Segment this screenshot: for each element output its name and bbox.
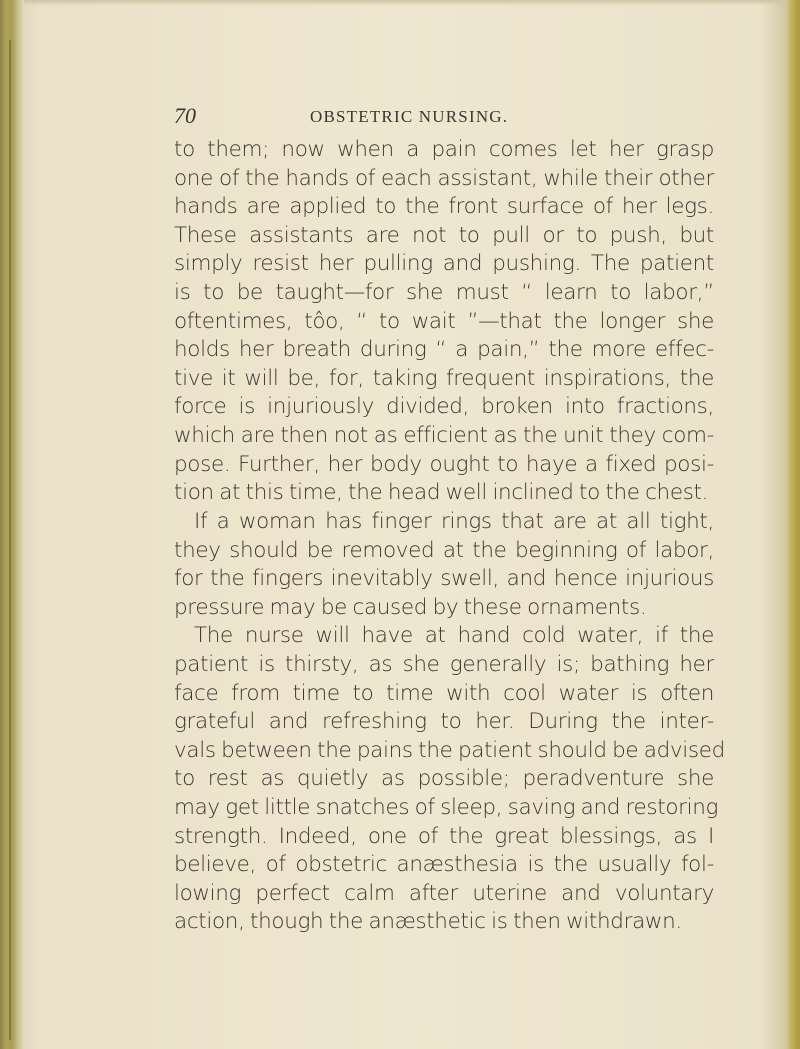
text-line: one of the hands of each assistant, while their other [174,165,714,191]
text-line: patient is thirsty, as she generally is; bathing her [174,651,714,677]
top-page-edge [24,0,786,6]
text-line: face from time to time with cool water is often [174,680,714,706]
text-line: believe, of obstetric anæsthesia is the usually fol- [174,852,714,878]
text-line: to rest as quietly as possible; peradventure she [174,766,714,792]
text-line: pose. Further, her body ought to haye a fixed posi- [174,451,714,477]
text-line: which are then not as efficient as the unit they com- [174,423,714,449]
text-line: oftentimes, tôo, “ to wait ”—that the longer she [174,308,714,334]
body-text [174,136,725,937]
text-line: hands are applied to the front surface of her legs. [174,194,714,220]
text-line: tion at this time, the head well inclined to the chest. [174,480,709,506]
running-head [174,103,714,133]
page-number: 70 [174,103,196,128]
paragraph-start-line: If a woman has finger rings that are at all tight, [194,508,714,534]
text-line: may get little snatches of sleep, saving and restoring [174,795,719,821]
text-line: These assistants are not to pull or to push, but [174,222,714,248]
text-line: is to be taught—for she must “ learn to labor,” [174,280,714,306]
text-line: for the fingers inevitably swell, and hence injurious [174,566,714,592]
text-line: grateful and refreshing to her. During the inter- [174,709,714,735]
text-line: tive it will be, for, taking frequent inspirations, the [174,365,714,391]
text-line: vals between the pains the patient should be advised [174,737,725,763]
right-binding-edge [786,0,800,1049]
running-title: OBSTETRIC NURSING. [310,107,509,126]
text-line: simply resist her pulling and pushing. The patient [174,251,714,277]
text-line: force is injuriously divided, broken into fractions, [174,394,714,420]
text-line: to them; now when a pain comes let her grasp [174,137,714,162]
left-binding-edge [0,0,24,1049]
text-line: holds her breath during “ a pain,” the more effec- [174,337,714,363]
paragraph-start-line: The nurse will have at hand cold water, if the [194,623,714,649]
text-line: lowing perfect calm after uterine and voluntary [174,880,714,906]
text-line: strength. Indeed, one of the great blessings, as I [174,823,714,849]
text-line: they should be removed at the beginning of labor, [174,537,714,563]
text-line: pressure may be caused by these ornaments. [174,594,647,620]
text-line: action, though the anæsthetic is then withdrawn. [174,909,682,935]
